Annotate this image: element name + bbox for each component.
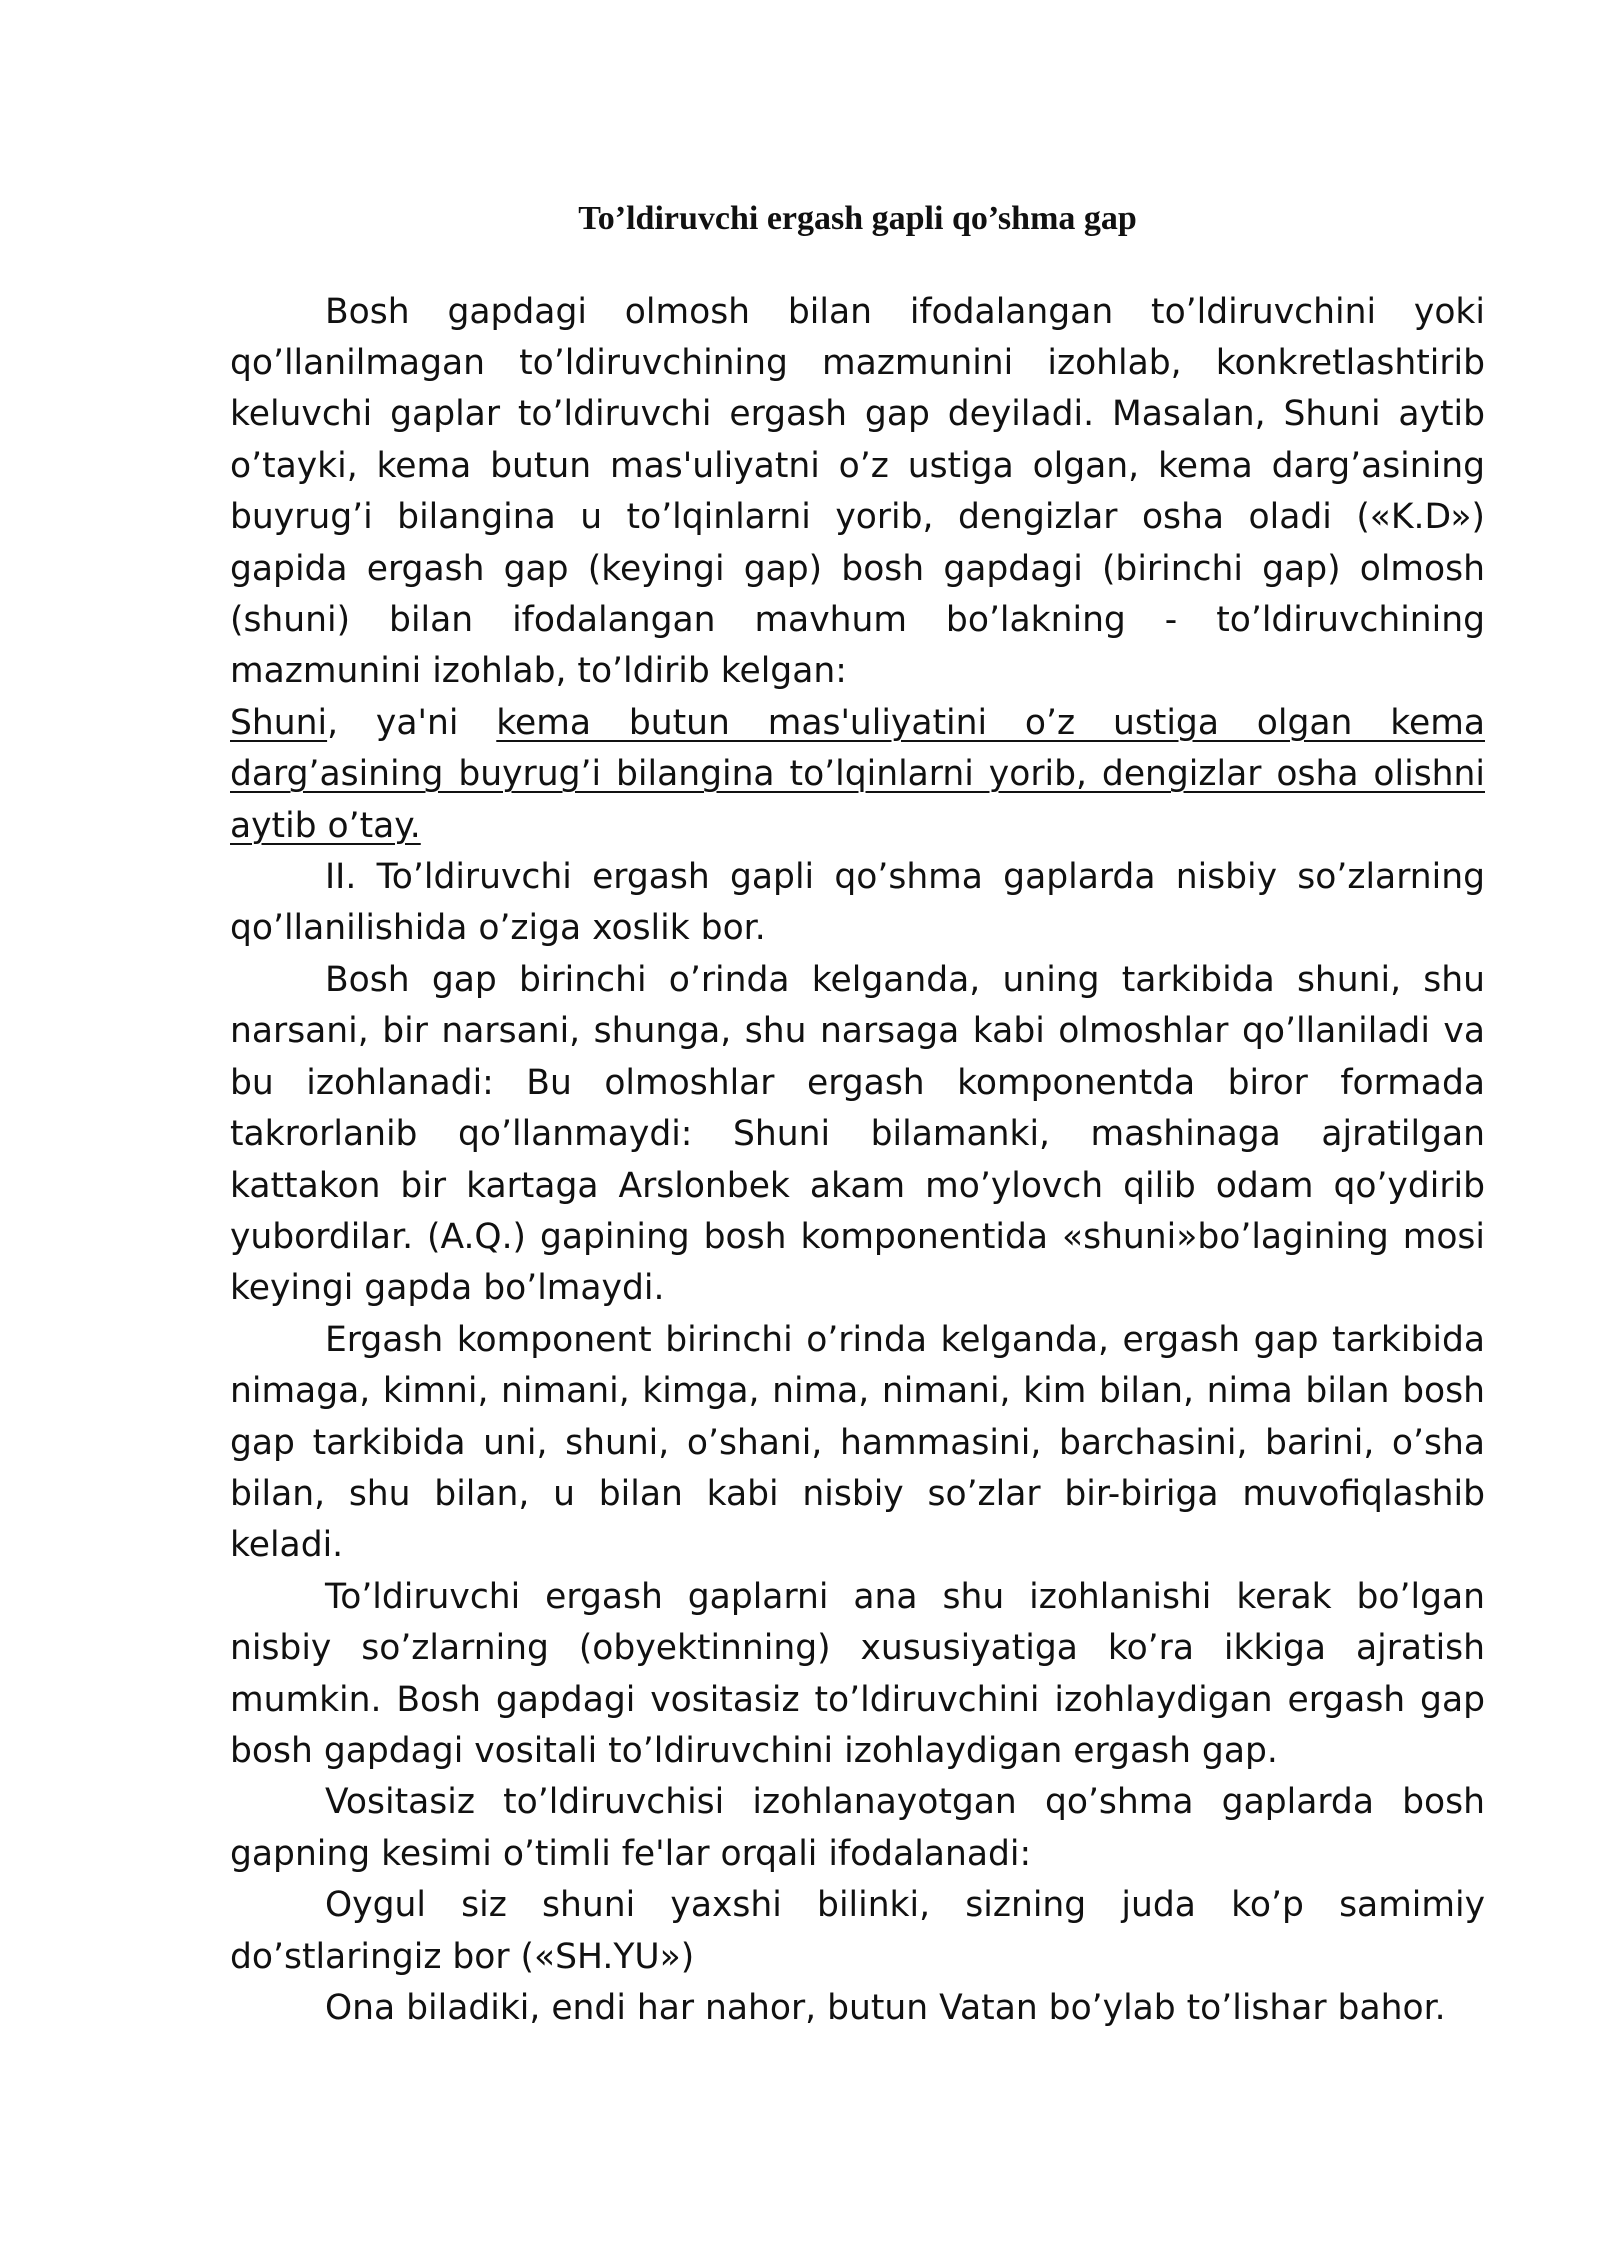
example-shuni: Shuni — [230, 702, 328, 743]
paragraph-definition: Bosh gapdagi olmosh bilan ifodalangan to’ldiruvchini yoki qo’llanilmagan to’ldiruvchining mazmunini izohlab, konkretlashtirib keluvchi gaplar to’ldiruvchi ergash gap deyiladi. Masalan, Shuni aytib o’tayki, kema butun mas'uliyatni o’z ustiga olgan, kema darg’asining buyrug’i bilangina u to’lqinlarni yorib, dengizlar osha oladi («K.D») gapida ergash gap (keyingi gap) bosh gapdagi (birinchi gap) olmosh (shuni) bilan ifodalangan mavhum bo’lakning - to’ldiruvchining mazmunini izohlab, to’ldirib kelgan: — [230, 291, 1485, 692]
paragraph-classification: To’ldiruvchi ergash gaplarni ana shu izohlanishi kerak bo’lgan nisbiy so’zlarning (obyektinning) xususiyatiga ko’ra ikkiga ajratish mumkin. Bosh gapdagi vositasiz to’ldiruvchini izohlaydigan ergash gap bosh gapdagi vositali to’ldiruvchini izohlaydigan ergash gap. — [230, 1576, 1485, 1771]
example-clause: kema butun mas'uliyatini o’z ustiga olgan kema darg’asining buyrug’i bilangina to’lqinlarni yorib, dengizlar osha olishni aytib o’tay. — [230, 702, 1485, 846]
document-body — [230, 287, 1485, 2035]
document-title: To’ldiruvchi ergash gapli qo’shma gap — [578, 200, 1137, 237]
example-sentence — [230, 698, 1485, 852]
document-page — [230, 195, 1485, 2034]
paragraph-bosh-gap: Bosh gap birinchi o’rinda kelganda, uning tarkibida shuni, shu narsani, bir narsani, shunga, shu narsaga kabi olmoshlar qo’llaniladi va bu izohlanadi: Bu olmoshlar ergash komponentda biror formada takrorlanib qo’llanmaydi: Shuni bilamanki, mashinaga ajratilgan kattakon bir kartaga Arslonbek akam mo’ylovch qilib odam qo’ydirib yubordilar. (A.Q.) gapining bosh komponentida «shuni»bo’lagining mosi keyingi gapda bo’lmaydi. — [230, 959, 1485, 1309]
paragraph-vositasiz: Vositasiz to’ldiruvchisi izohlanayotgan qo’shma gaplarda bosh gapning kesimi o’timli fe'lar orqali ifodalanadi: — [230, 1782, 1485, 1874]
paragraph-example-oygul: Oygul siz shuni yaxshi bilinki, sizning juda ko’p samimiy do’stlaringiz bor («SH.YU») — [230, 1885, 1485, 1977]
paragraph-ergash-komponent: Ergash komponent birinchi o’rinda kelganda, ergash gap tarkibida nimaga, kimni, nimani, kimga, nima, nimani, kim bilan, nima bilan bosh gap tarkibida uni, shuni, o’shani, hammasini, barchasini, barini, o’sha bilan, shu bilan, u bilan kabi nisbiy so’zlar bir-biriga muvofiqlashib keladi. — [230, 1319, 1485, 1566]
paragraph-section-ii: II. To’ldiruvchi ergash gapli qo’shma gaplarda nisbiy so’zlarning qo’llanilishida o’ziga xoslik bor. — [230, 857, 1485, 949]
example-connector: , ya'ni — [327, 702, 497, 743]
paragraph-example-ona: Ona biladiki, endi har nahor, butun Vatan bo’ylab to’lishar bahor. — [325, 1988, 1446, 2028]
